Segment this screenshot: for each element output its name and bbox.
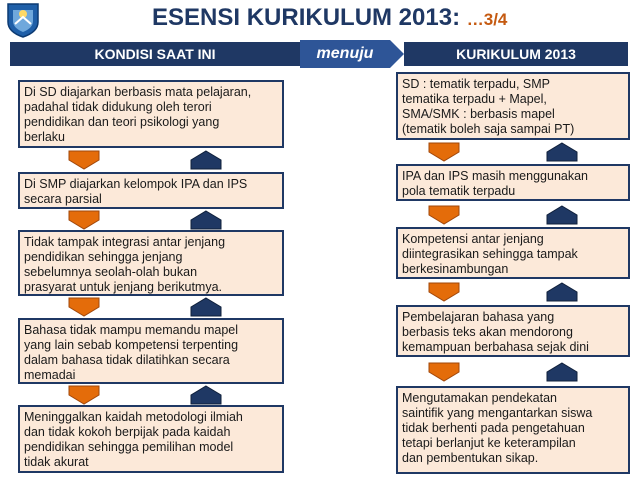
left-item-text: Tidak tampak integrasi antar jenjang pendidikan sehingga jenjang sebelumnya seolah-olah bukan prasyarat untuk jenjang berikutmya.: [24, 235, 226, 294]
up-arrow-icon: [190, 297, 222, 317]
left-item: [18, 318, 284, 384]
right-item: [396, 72, 630, 140]
up-arrow-icon: [190, 150, 222, 170]
page-title-main: ESENSI KURIKULUM 2013:: [152, 4, 461, 31]
down-arrow-icon: [68, 385, 100, 405]
left-item-text: Di SD diajarkan berbasis mata pelajaran, padahal tidak didukung oleh terori pendidikan dan teori psikologi yang berlaku: [24, 85, 252, 144]
left-item: [18, 230, 284, 296]
down-arrow-icon: [68, 150, 100, 170]
right-item-text: SD : tematik terpadu, SMP tematika terpadu + Mapel, SMA/SMK : berbasis mapel (tematik boleh saja sampai PT): [402, 77, 575, 136]
right-header-label: KURIKULUM 2013: [456, 46, 576, 62]
up-arrow-icon: [546, 362, 578, 382]
down-arrow-icon: [428, 362, 460, 382]
right-item-text: Mengutamakan pendekatan saintifik yang mengantarkan siswa tidak berhenti pada pengetahuan tetapi berlanjut ke keterampilan dan pembentukan sikap.: [402, 391, 593, 465]
right-header: [404, 42, 628, 66]
left-item: [18, 405, 284, 473]
tut-wuri-handayani-logo: [4, 2, 42, 38]
page-title: [152, 4, 507, 32]
right-item: [396, 164, 630, 201]
up-arrow-icon: [546, 205, 578, 225]
right-item: [396, 227, 630, 279]
up-arrow-icon: [546, 282, 578, 302]
left-item-text: Bahasa tidak mampu memandu mapel yang lain sebab kompetensi terpenting dalam bahasa tidak dilatihkan secara memadai: [24, 323, 239, 382]
right-item-text: Pembelajaran bahasa yang berbasis teks akan mendorong kemampuan berbahasa sejak dini: [402, 310, 589, 354]
right-item-text: Kompetensi antar jenjang diintegrasikan sehingga tampak berkesinambungan: [402, 232, 578, 276]
up-arrow-icon: [190, 210, 222, 230]
left-header: [10, 42, 300, 66]
down-arrow-icon: [68, 210, 100, 230]
down-arrow-icon: [68, 297, 100, 317]
menuju-arrow: [300, 40, 404, 68]
right-item: [396, 305, 630, 357]
menuju-label: menuju: [316, 45, 374, 62]
down-arrow-icon: [428, 205, 460, 225]
left-item: [18, 172, 284, 209]
left-header-label: KONDISI SAAT INI: [94, 46, 216, 62]
left-item-text: Meninggalkan kaidah metodologi ilmiah dan tidak kokoh berpijak pada kaidah pendidikan sehingga pemilihan model tidak akurat: [24, 410, 243, 469]
up-arrow-icon: [190, 385, 222, 405]
right-item-text: IPA dan IPS masih menggunakan pola tematik terpadu: [402, 169, 588, 198]
down-arrow-icon: [428, 142, 460, 162]
left-item: [18, 80, 284, 148]
down-arrow-icon: [428, 282, 460, 302]
right-item: [396, 386, 630, 474]
page-number: …3/4: [466, 10, 508, 29]
left-item-text: Di SMP diajarkan kelompok IPA dan IPS secara parsial: [24, 177, 248, 206]
up-arrow-icon: [546, 142, 578, 162]
